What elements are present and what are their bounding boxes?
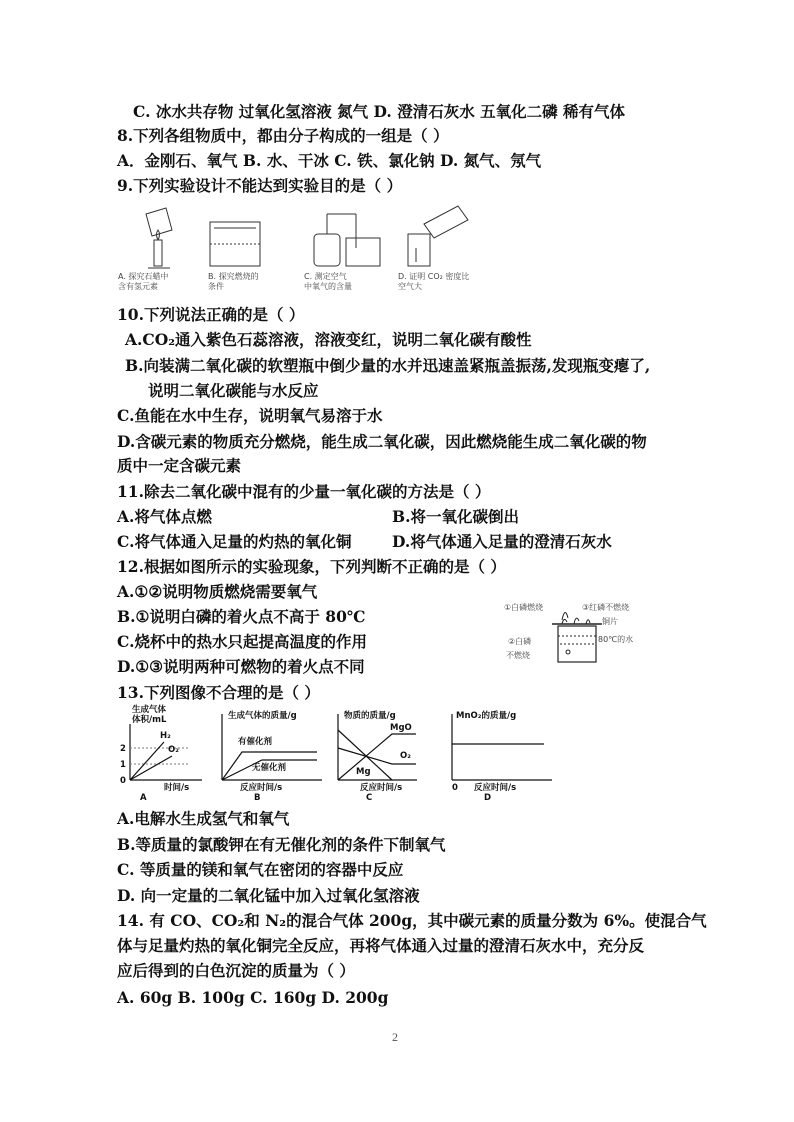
q10-option-a: A.CO₂通入紫色石蕊溶液，溶液变红，说明二氧化碳有酸性 (125, 330, 532, 349)
q8-options: A．金刚石、氧气 B. 水、干冰 C. 铁、氯化钠 D. 氮气、氖气 (117, 151, 542, 170)
graph-a-xlabel: 时间/s (164, 783, 190, 793)
q7-option-cd: C. 冰水共存物 过氧化氢溶液 氮气 D. 澄清石灰水 五氧化二磷 稀有气体 (133, 102, 626, 121)
q14-stem-line1: 14. 有 CO、CO₂和 N₂的混合气体 200g，其中碳元素的质量分数为 6%。使混合气 (117, 911, 707, 930)
q13-option-d: D. 向一定量的二氧化锰中加入过氧化氢溶液 (117, 886, 420, 905)
graph-c-mg: Mg (356, 767, 371, 777)
fig9-caption-b: B. 探究燃烧的 条件 (208, 272, 259, 291)
q12-figure (502, 600, 662, 666)
fig12-label-white-p-burn: ①白磷燃烧 (504, 603, 544, 612)
q9-apparatus-illustration (118, 204, 478, 274)
graph-c-mgo: MgO (390, 723, 412, 733)
graph-a-tick-0: 0 (120, 776, 126, 786)
fig9-caption-d: D. 证明 CO₂ 密度比 空气大 (398, 272, 470, 291)
graph-c-ylabel: 物质的质量/g (344, 711, 396, 721)
q10-option-b-line1: B.向装满二氧化碳的软塑瓶中倒少量的水并迅速盖紧瓶盖振荡,发现瓶变瘪了, (125, 356, 651, 375)
graph-a-ylabel: 生成气体 (132, 705, 167, 715)
fig12-label-hot-water: 80℃的水 (598, 635, 634, 644)
fig9-caption-a: A. 探究石蜡中 含有氢元素 (118, 272, 169, 291)
fig12-label-red-p: ③红磷不燃烧 (582, 603, 630, 612)
fig12-label-copper: 铜片 (602, 617, 618, 626)
graph-c-o2: O₂ (400, 751, 411, 761)
q13-option-c: C. 等质量的镁和氧气在密闭的容器中反应 (117, 860, 404, 879)
q11-option-c: C.将气体通入足量的灼热的氧化铜 (117, 532, 352, 551)
fig9-caption-c: C. 测定空气 中氧气的含量 (304, 272, 352, 291)
q10-option-c: C.鱼能在水中生存，说明氧气易溶于水 (117, 406, 383, 425)
graph-d-ylabel: MnO₂的质量/g (456, 711, 517, 721)
q10-stem: 10.下列说法正确的是（ ） (117, 305, 305, 324)
graph-a-ylabel-2: 体积/mL (132, 715, 167, 725)
graph-b (222, 710, 322, 802)
q10-option-b-line2: 说明二氧化碳能与水反应 (148, 381, 319, 400)
graph-a-o2: O₂ (168, 745, 179, 755)
graph-b-ylabel: 生成气体的质量/g (228, 711, 297, 721)
graph-c-xlabel: 反应时间/s (360, 783, 403, 793)
q12-option-b: B.①说明白磷的着火点不高于 80℃ (117, 607, 366, 626)
graph-d (452, 710, 552, 802)
graph-b-xlabel: 反应时间/s (240, 783, 283, 793)
graph-a-caption: A (140, 793, 147, 802)
q11-stem: 11.除去二氧化碳中混有的少量一氧化碳的方法是（ ） (117, 482, 491, 501)
q12-option-a: A.①②说明物质燃烧需要氧气 (117, 582, 318, 601)
graph-a-h2: H₂ (160, 731, 171, 741)
q11-option-d: D.将气体通入足量的澄清石灰水 (392, 532, 612, 551)
graph-b-catalyst: 有催化剂 (238, 737, 273, 747)
fig12-label-white-p-2: ②白磷 (508, 637, 532, 646)
q13-stem: 13.下列图像不合理的是（ ） (117, 683, 320, 702)
graph-c (338, 710, 417, 802)
graph-d-caption: D (484, 793, 492, 802)
graph-d-xlabel: 反应时间/s (474, 783, 517, 793)
graph-a-tick-1: 1 (120, 760, 126, 770)
q14-options: A. 60g B. 100g C. 160g D. 200g (117, 988, 389, 1007)
graph-d-origin: 0 (452, 783, 458, 793)
q12-option-d: D.①③说明两种可燃物的着火点不同 (117, 657, 365, 676)
graph-a (120, 704, 202, 802)
q11-option-b: B.将一氧化碳倒出 (392, 507, 519, 526)
page-number: 2 (392, 1030, 398, 1044)
graph-c-caption: C (366, 793, 373, 802)
q11-option-a: A.将气体点燃 (117, 507, 212, 526)
q14-stem-line3: 应后得到的白色沉淀的质量为（ ） (117, 961, 355, 980)
graph-b-caption: B (254, 793, 261, 802)
graph-a-tick-2: 2 (120, 744, 126, 754)
q10-option-d-line2: 质中一定含碳元素 (117, 456, 242, 475)
q13-option-a: A.电解水生成氢气和氧气 (117, 809, 290, 828)
q14-stem-line2: 体与足量灼热的氧化铜完全反应，再将气体通入过量的澄清石灰水中，充分反 (117, 936, 645, 955)
q9-stem: 9.下列实验设计不能达到实验目的是（ ） (117, 176, 403, 195)
q13-option-b: B.等质量的氯酸钾在有无催化剂的条件下制氧气 (117, 835, 446, 854)
fig12-label-no-burn: 不燃烧 (506, 651, 530, 660)
q12-stem: 12.根据如图所示的实验现象，下列判断不正确的是（ ） (117, 557, 506, 576)
q13-graphs (112, 704, 562, 802)
q9-figure (118, 204, 478, 300)
q10-option-d-line1: D.含碳元素的物质充分燃烧，能生成二氧化碳，因此燃烧能生成二氧化碳的物 (117, 432, 647, 451)
graph-b-no-catalyst: 无催化剂 (252, 763, 287, 773)
q8-stem: 8.下列各组物质中，都由分子构成的一组是（ ） (117, 126, 449, 145)
q12-option-c: C.烧杯中的热水只起提高温度的作用 (117, 632, 367, 651)
